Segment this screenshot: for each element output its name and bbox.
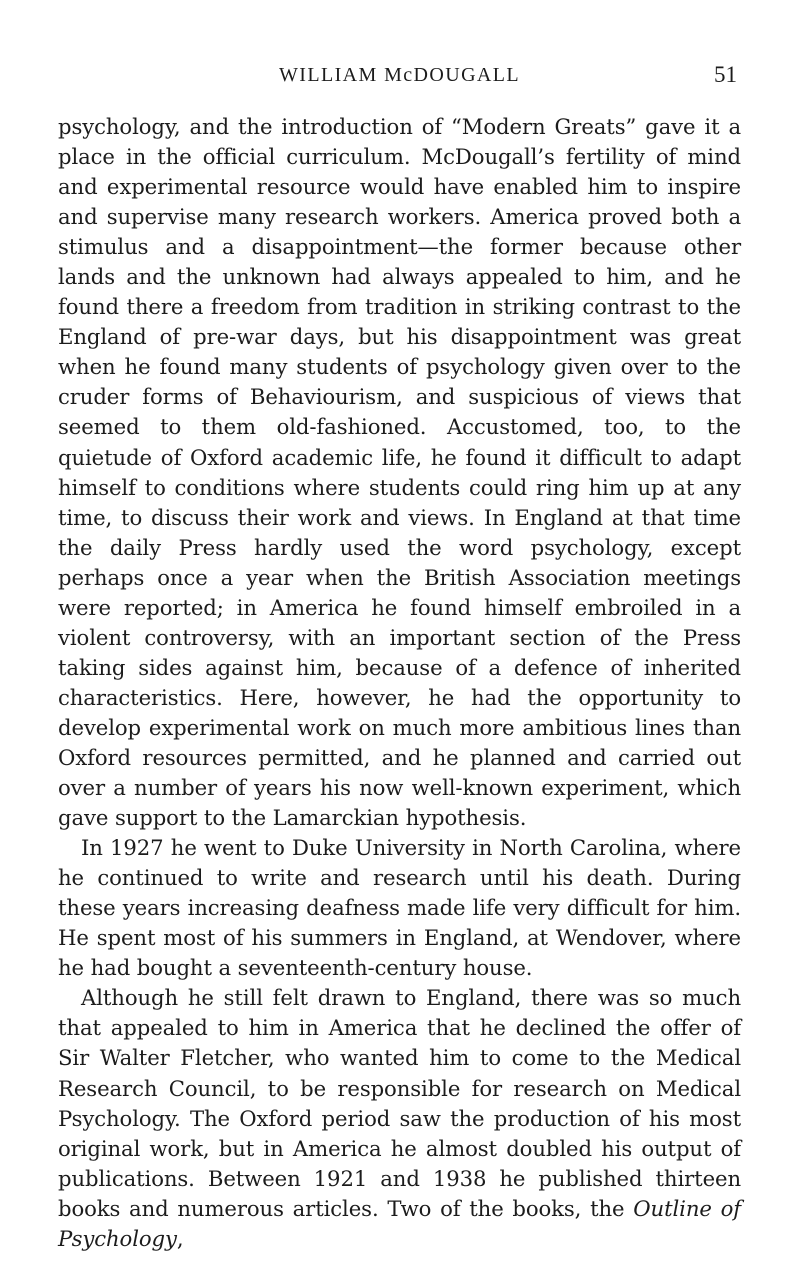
paragraph-3-text: Although he still felt drawn to England, there was so much that appealed to him in America that he declined the offer of Sir Walter Fletcher, who wanted him to come to the Medical Research Council, to be responsible for research on Medical Psychology. The Oxford period saw the production of his most original work, but in America he almost doubled his output of publications. Between 1921 and 1938 he published thirteen books and numerous articles. Two of the books, the (58, 985, 741, 1221)
book-page (58, 64, 741, 1254)
book-title-outline-of-psychology: Outline of Psychology (58, 1195, 741, 1251)
body-text (58, 112, 741, 1254)
paragraph-3-punctuation: , (176, 1225, 184, 1251)
running-head (58, 64, 741, 96)
paragraph-3 (58, 983, 741, 1253)
paragraph-2: In 1927 he went to Duke University in North Carolina, where he continued to write and research until his death. During these years increasing deafness made life very difficult for him. He spent most of his summers in England, at Wendover, where he had bought a seventeenth-century house. (58, 835, 741, 981)
page-number: 51 (714, 62, 737, 87)
running-head-title: WILLIAM McDOUGALL (279, 64, 520, 86)
paragraph-1: psychology, and the introduction of “Modern Greats” gave it a place in the official curriculum. McDougall’s fertility of mind and experimental resource would have enabled him to inspire and supervise many research workers. America proved both a stimulus and a disappointment—the former because other lands and the unknown had always appealed to him, and he found there a freedom from tradition in striking contrast to the England of pre-war days, but his disappointment was great when he found many students of psychology given over to the cruder forms of Behaviourism, and suspicious of views that seemed to them old-fashioned. Accustomed, too, to the quietude of Oxford academic life, he found it difficult to adapt himself to conditions where students could ring him up at any time, to discuss their work and views. In England at that time the daily Press hardly used the word psychology, except perhaps once a year when the British Association meetings were reported; in America he found himself embroiled in a violent controversy, with an important section of the Press taking sides against him, because of a defence of inherited characteristics. Here, however, he had the opportunity to develop experimental work on much more ambitious lines than Oxford resources permitted, and he planned and carried out over a number of years his now well-known experiment, which gave support to the Lamarckian hypothesis. (58, 114, 741, 831)
